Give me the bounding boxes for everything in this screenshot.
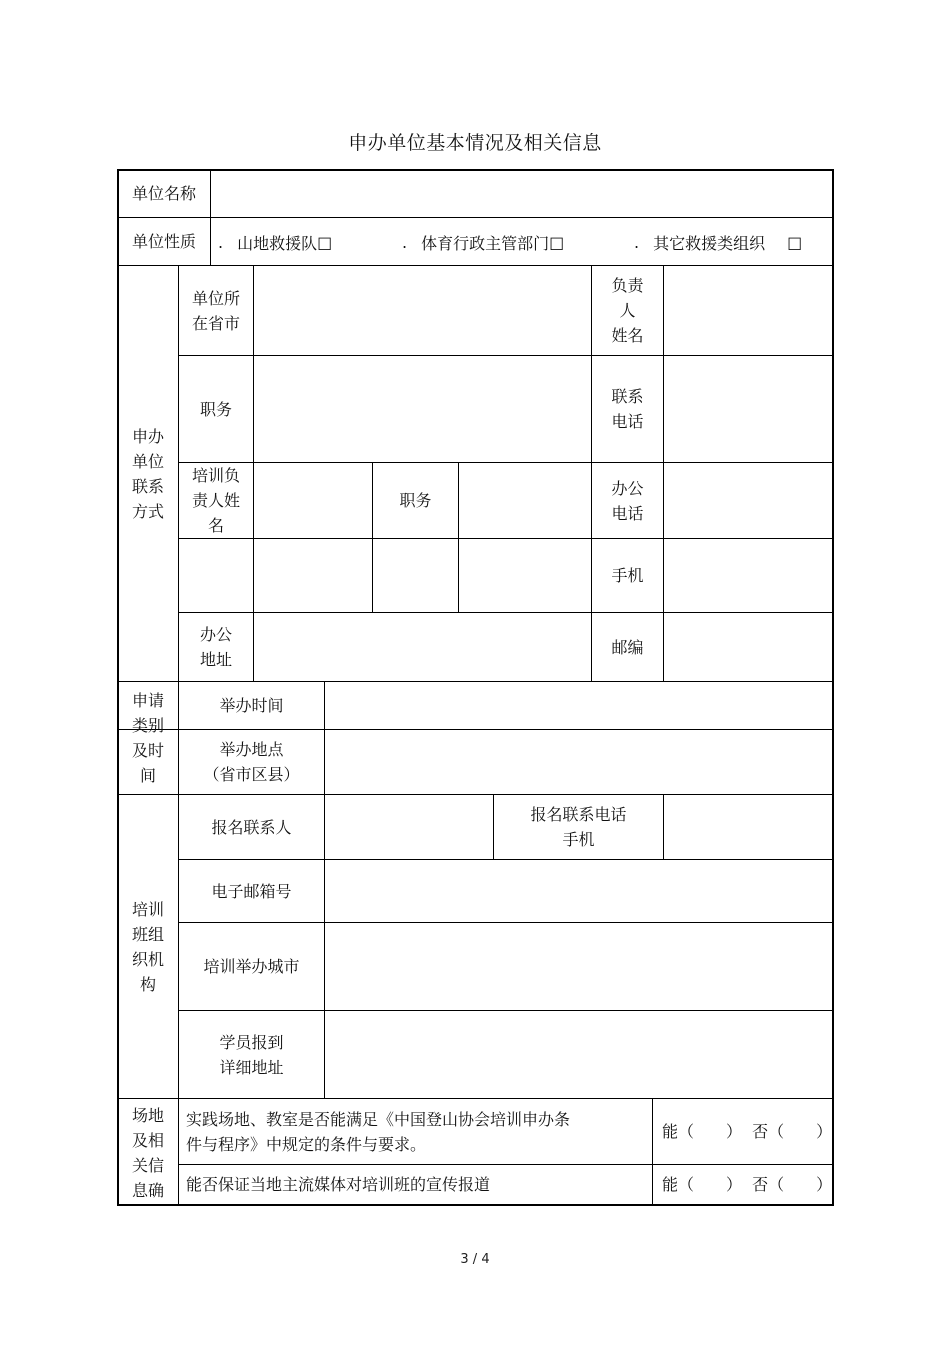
position-label: 职务 bbox=[199, 399, 232, 419]
training-city-label: 培训举办城市 bbox=[203, 957, 300, 976]
person-in-charge-label: 负责 人 姓名 bbox=[611, 276, 644, 345]
venue-question-1: 实践场地、教室是否能满足《中国登山协会培训申办条 件与程序》中规定的条件与要求。 bbox=[186, 1109, 571, 1154]
venue-answer-2[interactable]: 能（ ） 否（ ） bbox=[662, 1175, 833, 1194]
registration-phone-label: 报名联系电话 手机 bbox=[530, 805, 627, 849]
venue-group-label: 场地 及相 关信 息确 bbox=[131, 1106, 164, 1200]
postcode-label: 邮编 bbox=[611, 637, 644, 657]
rule bbox=[178, 538, 833, 539]
page-title: 申办单位基本情况及相关信息 bbox=[348, 132, 602, 154]
rule bbox=[652, 1098, 653, 1206]
organization-group-label: 培训 班组 织机 构 bbox=[131, 899, 164, 994]
training-position-label: 职务 bbox=[399, 491, 432, 510]
contact-group-label: 申办 单位 联系 方式 bbox=[131, 426, 164, 521]
option-other-rescue[interactable] bbox=[634, 218, 802, 266]
rule bbox=[178, 462, 833, 463]
venue-answer-1[interactable]: 能（ ） 否（ ） bbox=[662, 1122, 833, 1141]
option-mountain-rescue[interactable] bbox=[218, 218, 332, 266]
rule bbox=[253, 265, 254, 682]
option-prefix: . bbox=[402, 232, 408, 252]
checkbox-icon[interactable]: □ bbox=[787, 232, 803, 252]
option-label: 其它救援类组织 bbox=[653, 233, 766, 253]
unit-nature-label: 单位性质 bbox=[131, 232, 196, 251]
option-label: 体育行政主管部门 bbox=[421, 233, 550, 253]
registration-contact-label: 报名联系人 bbox=[211, 817, 292, 837]
table-border-bottom bbox=[117, 1204, 834, 1206]
rule bbox=[178, 355, 833, 356]
phone-label: 联系 电话 bbox=[611, 387, 644, 431]
option-prefix: . bbox=[634, 232, 640, 252]
venue-question-2: 能否保证当地主流媒体对培训班的宣传报道 bbox=[186, 1175, 491, 1194]
rule bbox=[210, 169, 211, 266]
event-place-label: 举办地点 （省市区县） bbox=[203, 740, 300, 784]
application-group-label: 申请 类别 及时 间 bbox=[131, 691, 164, 785]
mobile-label: 手机 bbox=[611, 566, 644, 585]
page-number: 3 / 4 bbox=[460, 1252, 490, 1267]
rule bbox=[663, 265, 664, 682]
rule bbox=[324, 681, 325, 1099]
province-city-label: 单位所 在省市 bbox=[191, 288, 240, 333]
checkbox-icon[interactable]: □ bbox=[317, 232, 333, 252]
option-prefix: . bbox=[218, 232, 224, 252]
rule bbox=[663, 794, 664, 860]
table-border-right bbox=[832, 169, 834, 1206]
training-person-label: 培训负 责人姓 名 bbox=[191, 466, 240, 535]
unit-name-label: 单位名称 bbox=[131, 184, 196, 203]
checkbox-icon[interactable]: □ bbox=[549, 232, 565, 252]
rule bbox=[458, 462, 459, 613]
office-phone-label: 办公 电话 bbox=[611, 478, 644, 523]
unit-name-field[interactable] bbox=[215, 170, 830, 217]
option-sports-admin[interactable] bbox=[402, 218, 564, 266]
email-label: 电子邮箱号 bbox=[211, 881, 292, 901]
event-time-label: 举办时间 bbox=[219, 696, 284, 715]
rule bbox=[178, 612, 833, 613]
report-address-label: 学员报到 详细地址 bbox=[219, 1032, 284, 1077]
office-address-label: 办公 地址 bbox=[199, 625, 232, 669]
option-label: 山地救援队 bbox=[237, 233, 318, 253]
